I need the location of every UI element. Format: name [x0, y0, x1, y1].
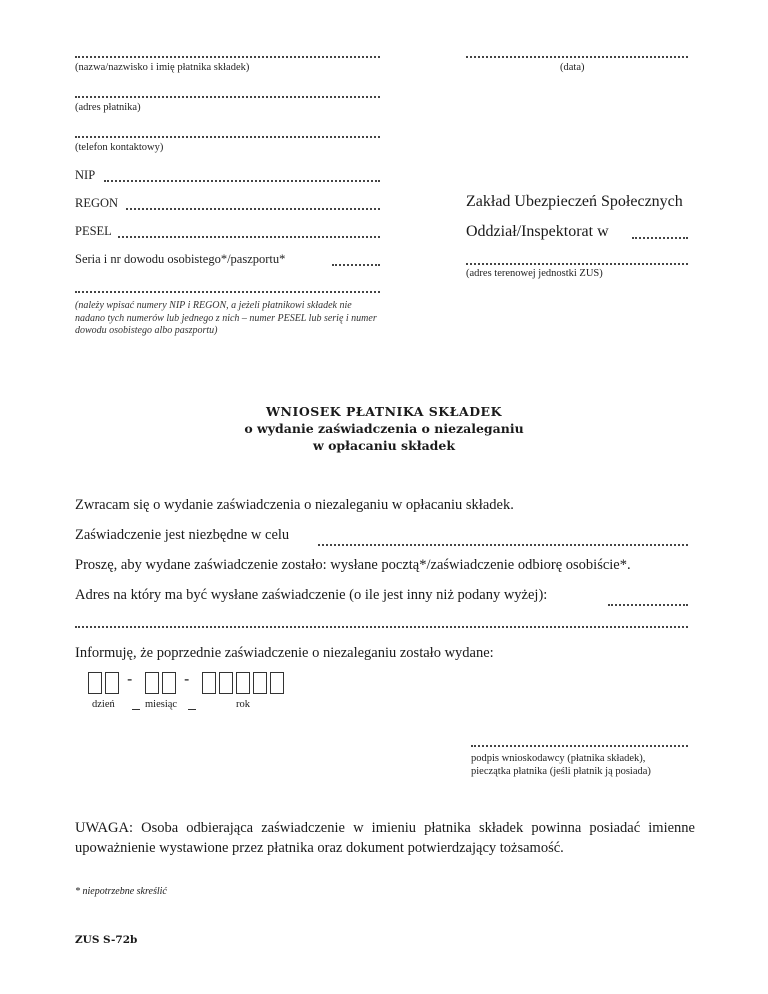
year-label: rok: [236, 699, 250, 710]
date-line[interactable]: [466, 56, 688, 58]
branch-label: Oddział/Inspektorat w: [466, 223, 609, 240]
alt-address-field-2[interactable]: [75, 626, 688, 628]
year-box-2[interactable]: [219, 672, 233, 694]
form-code: ZUS S-72b: [75, 934, 138, 946]
day-marker: [132, 709, 140, 710]
alt-address-field-1[interactable]: [608, 604, 688, 606]
signature-line[interactable]: [471, 745, 688, 747]
date-caption: (data): [560, 62, 585, 73]
regon-label: REGON: [75, 196, 119, 210]
request-statement: Zwracam się o wydanie zaświadczenia o niezaleganiu w opłacaniu składek.: [75, 497, 514, 513]
payer-address-line[interactable]: [75, 96, 380, 98]
signature-caption-1: podpis wnioskodawcy (płatnika składek),: [471, 753, 646, 764]
phone-line[interactable]: [75, 136, 380, 138]
pesel-label: PESEL: [75, 224, 112, 238]
day-label: dzień: [92, 699, 115, 710]
branch-field[interactable]: [632, 237, 688, 239]
year-box-1[interactable]: [202, 672, 216, 694]
document-subtitle-1: o wydanie zaświadczenia o niezaleganiu: [244, 421, 524, 436]
document-subtitle-2: w opłacaniu składek: [312, 438, 456, 453]
zus-unit-caption: (adres terenowej jednostki ZUS): [466, 268, 603, 279]
nip-label: NIP: [75, 168, 96, 182]
id-field[interactable]: [332, 264, 380, 266]
year-box-4[interactable]: [253, 672, 267, 694]
day-box-1[interactable]: [88, 672, 102, 694]
previous-certificate-statement: Informuję, że poprzednie zaświadczenie o niezaleganiu zostało wydane:: [75, 645, 494, 661]
year-box-3[interactable]: [236, 672, 250, 694]
id-label: Seria i nr dowodu osobistego*/paszportu*: [75, 252, 286, 266]
institution-name: Zakład Ubezpieczeń Społecznych: [466, 193, 683, 210]
document-title: WNIOSEK PŁATNIKA SKŁADEK: [266, 404, 502, 419]
alt-address-label: Adres na który ma być wysłane zaświadczenie (o ile jest inny niż podany wyżej):: [75, 587, 548, 603]
phone-caption: (telefon kontaktowy): [75, 142, 164, 153]
pesel-field[interactable]: [118, 236, 380, 238]
day-box-2[interactable]: [105, 672, 119, 694]
month-label: miesiąc: [145, 699, 178, 710]
regon-field[interactable]: [126, 208, 380, 210]
month-box-2[interactable]: [162, 672, 176, 694]
id-note: (należy wpisać numery NIP i REGON, a jeżeli płatnikowi składek nie nadano tych numerów lub jednego z nich – numer PESEL lub serię i numer dowodu osobistego albo paszportu): [75, 300, 377, 336]
month-marker: [188, 709, 196, 710]
id-extra-line[interactable]: [75, 291, 380, 293]
warning-text: UWAGA: Osoba odbierająca zaświadczenie w imieniu płatnika składek powinna posiadać imienne upoważnienie wystawione przez płatnika oraz dokument potwierdzający tożsamość.: [75, 820, 695, 856]
nip-field[interactable]: [104, 180, 380, 182]
zus-unit-line[interactable]: [466, 263, 688, 265]
payer-name-caption: (nazwa/nazwisko i imię płatnika składek): [75, 62, 250, 73]
purpose-field[interactable]: [318, 544, 688, 546]
month-box-1[interactable]: [145, 672, 159, 694]
year-box-5[interactable]: [270, 672, 284, 694]
purpose-label: Zaświadczenie jest niezbędne w celu: [75, 527, 290, 543]
signature-caption-2: pieczątka płatnika (jeśli płatnik ją posiada): [471, 766, 651, 777]
payer-name-line[interactable]: [75, 56, 380, 58]
payer-address-caption: (adres płatnika): [75, 102, 141, 113]
delivery-statement: Proszę, aby wydane zaświadczenie zostało: wysłane pocztą*/zaświadczenie odbiorę osobiście*.: [75, 557, 631, 573]
date-separator-1: -: [127, 671, 133, 688]
footnote: * niepotrzebne skreślić: [75, 886, 167, 897]
date-separator-2: -: [184, 671, 190, 688]
